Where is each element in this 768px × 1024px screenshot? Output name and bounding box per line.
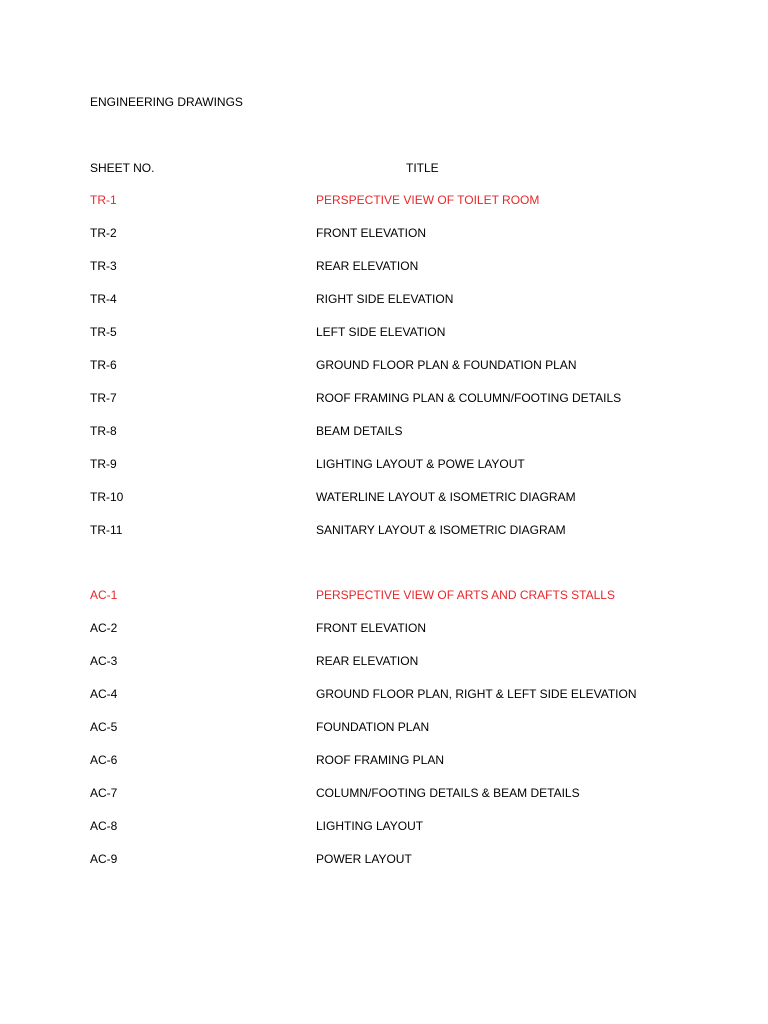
sheet-title: LIGHTING LAYOUT & POWE LAYOUT [316, 457, 525, 471]
sheet-row [0, 819, 768, 852]
sheet-row [0, 490, 768, 523]
sheet-title: GROUND FLOOR PLAN, RIGHT & LEFT SIDE ELEVATION [316, 687, 637, 701]
sheet-row [0, 753, 768, 786]
sheet-title: GROUND FLOOR PLAN & FOUNDATION PLAN [316, 358, 577, 372]
sheet-row [0, 391, 768, 424]
sheet-title: LEFT SIDE ELEVATION [316, 325, 446, 339]
sheet-title: PERSPECTIVE VIEW OF ARTS AND CRAFTS STALLS [316, 588, 615, 602]
sheet-title: RIGHT SIDE ELEVATION [316, 292, 454, 306]
sheet-number: AC-6 [90, 753, 118, 767]
sheet-number: TR-9 [90, 457, 117, 471]
sheet-number: AC-8 [90, 819, 118, 833]
sheet-row [0, 424, 768, 457]
column-header-sheet-no: SHEET NO. [90, 161, 155, 175]
sheet-row [0, 259, 768, 292]
sheet-title: COLUMN/FOOTING DETAILS & BEAM DETAILS [316, 786, 580, 800]
sheet-group-toilet-room [0, 193, 768, 556]
sheet-title: FRONT ELEVATION [316, 226, 427, 240]
sheet-number: AC-4 [90, 687, 118, 701]
sheet-row [0, 226, 768, 259]
sheet-number: TR-3 [90, 259, 117, 273]
sheet-number: TR-2 [90, 226, 117, 240]
sheet-number: TR-4 [90, 292, 117, 306]
sheet-title: WATERLINE LAYOUT & ISOMETRIC DIAGRAM [316, 490, 576, 504]
sheet-number: TR-11 [90, 523, 123, 537]
sheet-title: PERSPECTIVE VIEW OF TOILET ROOM [316, 193, 540, 207]
sheet-title: FRONT ELEVATION [316, 621, 427, 635]
sheet-number: AC-3 [90, 654, 118, 668]
sheet-title: REAR ELEVATION [316, 654, 419, 668]
sheet-row [0, 621, 768, 654]
sheet-group-arts-crafts [0, 588, 768, 885]
sheet-number: TR-8 [90, 424, 117, 438]
sheet-row [0, 292, 768, 325]
sheet-number: TR-10 [90, 490, 124, 504]
sheet-row [0, 786, 768, 819]
sheet-number: AC-5 [90, 720, 118, 734]
sheet-title: SANITARY LAYOUT & ISOMETRIC DIAGRAM [316, 523, 566, 537]
sheet-row [0, 687, 768, 720]
sheet-number: TR-1 [90, 193, 117, 207]
sheet-title: REAR ELEVATION [316, 259, 419, 273]
sheet-row [0, 325, 768, 358]
sheet-number: AC-2 [90, 621, 118, 635]
sheet-number: TR-6 [90, 358, 117, 372]
sheet-number: TR-7 [90, 391, 117, 405]
sheet-row [0, 523, 768, 556]
sheet-title: ROOF FRAMING PLAN [316, 753, 445, 767]
sheet-number: AC-7 [90, 786, 118, 800]
sheet-number: AC-1 [90, 588, 118, 602]
sheet-row [0, 720, 768, 753]
sheet-title: BEAM DETAILS [316, 424, 403, 438]
document-heading: ENGINEERING DRAWINGS [90, 95, 243, 109]
sheet-row [0, 588, 768, 621]
sheet-row [0, 852, 768, 885]
sheet-number: AC-9 [90, 852, 118, 866]
sheet-number: TR-5 [90, 325, 117, 339]
sheet-title: POWER LAYOUT [316, 852, 412, 866]
sheet-row [0, 193, 768, 226]
sheet-row [0, 358, 768, 391]
sheet-title: ROOF FRAMING PLAN & COLUMN/FOOTING DETAILS [316, 391, 622, 405]
sheet-title: LIGHTING LAYOUT [316, 819, 424, 833]
column-header-title: TITLE [406, 161, 439, 175]
sheet-row [0, 654, 768, 687]
sheet-row [0, 457, 768, 490]
sheet-title: FOUNDATION PLAN [316, 720, 430, 734]
